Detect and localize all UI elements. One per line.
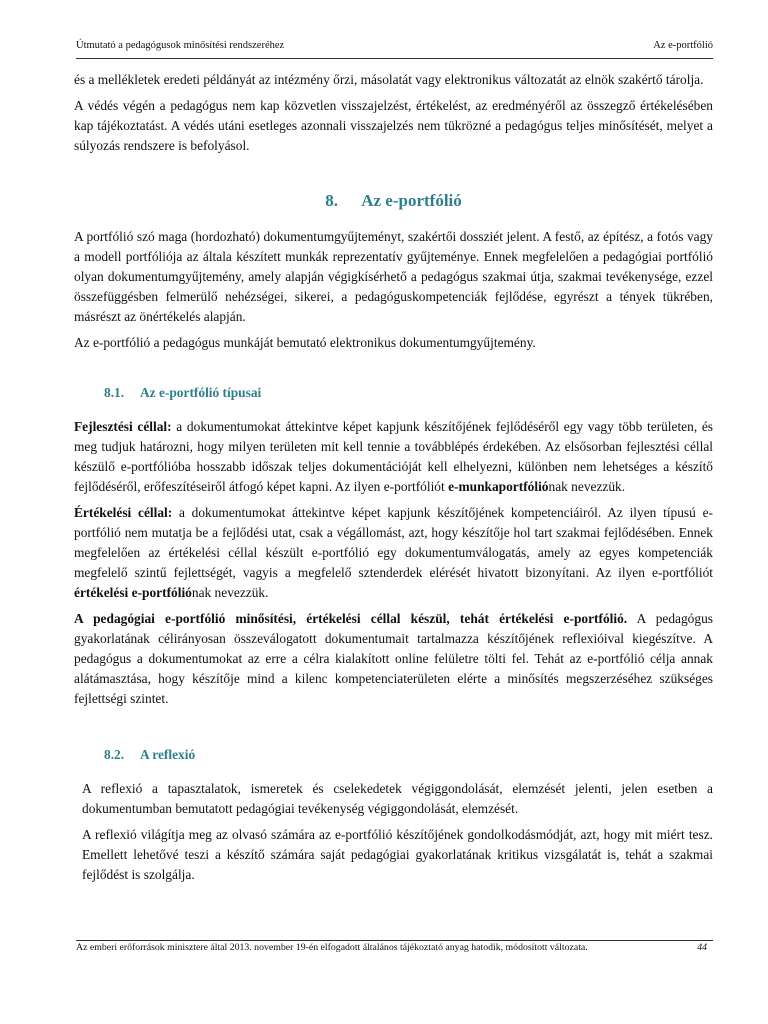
page-content [74, 70, 713, 885]
intro-paragraph-2: A védés végén a pedagógus nem kap közvetlen visszajelzést, értékelést, az eredményéről az összegző értékelésében kap tájékoztatást. A védés utáni esetleges azonnali visszajelzés nem tükrözné a pedagógus teljes minősítését, melyet a súlyozás rendszere is befolyásol. [74, 98, 713, 153]
section-8-2-heading [74, 745, 713, 765]
section-8-paragraph-2: Az e-portfólió a pedagógus munkáját bemutató elektronikus dokumentumgyűjtemény. [74, 335, 536, 350]
section-8-2-number: 8.2. [104, 747, 125, 762]
page-footer [76, 940, 713, 954]
section-8-heading [74, 189, 713, 213]
term-e-munkaportfolio: e-munkaportfólió [448, 479, 549, 494]
header-document-title: Útmutató a pedagógusok minősítési rendszeréhez [76, 40, 285, 51]
section-8-1-heading [74, 383, 713, 403]
section-8-1-title: Az e-portfólió típusai [140, 385, 262, 400]
section-8-1-paragraph-2 [74, 503, 713, 603]
term-ertekelesi: Értékelési céllal: [74, 505, 173, 520]
section-8-2-paragraph-2: A reflexió világítja meg az olvasó számára az e-portfólió készítőjének gondolkodásmódját, azt, hogy mit miért tesz. Emellett lehetővé teszi a készítő számára saját pedagógiai gyakorlatának kritikus vizsgálatát is, tehát a szakmai fejlődést is szolgálja. [82, 827, 713, 882]
section-8-1-p1-end: nak nevezzük. [548, 479, 626, 494]
term-fejlesztesi: Fejlesztési céllal: [74, 419, 172, 434]
intro-paragraph-1: és a mellékletek eredeti példányát az intézmény őrzi, másolatát vagy elektronikus változatát az elnök szakértő tárolja. [74, 72, 704, 87]
section-8-1-p2-text: a dokumentumokat áttekintve képet kapjunk készítőjének kompetenciáiról. Az ilyen típusú e-portfólió nem mutatja be a fejlődési utat, csak a végállomást, azt, hogy készítője hol tart szakmai fejlődésében. Ennek megfelelően az értékelési céllal készült e-portfólió egy dokumentumválogatás, amely az egyes kompetenciák megfelelő szintű fejlettségét, vagyis a megfelelő sztenderdek elérését hivatott bizonyítani. Az ilyen e-portfóliót [74, 505, 713, 580]
section-8-2-title: A reflexió [140, 747, 196, 762]
header-chapter-title: Az e-portfólió [653, 40, 713, 51]
page-number: 44 [697, 942, 707, 953]
section-8-1-number: 8.1. [104, 385, 125, 400]
section-8-1-p2-end: nak nevezzük. [191, 585, 269, 600]
section-8-1-paragraph-3 [74, 609, 713, 709]
section-8-1-paragraph-1 [74, 417, 713, 497]
section-8-1-p3-bold: A pedagógiai e-portfólió minősítési, értékelési céllal készül, tehát értékelési e-portfólió. [74, 611, 628, 626]
term-ertekelesi-e-portfolio: értékelési e-portfólió [74, 585, 192, 600]
section-8-1-p3-text: A pedagógus gyakorlatának célirányosan összeválogatott dokumentumait tartalmazza készítőjének reflexióival kiegészítve. A pedagógus a dokumentumokat az erre a célra kialakított online felületre tölti fel. Tehát az e-portfólió célja annak alátámasztása, hogy készítője mind a kilenc kompetenciaterületen elérte a minősítés megszerzéséhez szükséges fejlettségi szintet. [74, 611, 713, 706]
section-8-title: Az e-portfólió [361, 191, 462, 210]
section-8-paragraph-1: A portfólió szó maga (hordozható) dokumentumgyűjteményt, szakértői dossziét jelent. A festő, az építész, a fotós vagy a modell portfóliója az általa készített munkák reprezentatív gyűjteménye. Ennek megfelelően a pedagógiai portfólió olyan dokumentumgyűjtemény, amely alapján végigkísérhető a pedagógus szakmai útja, szakmai tevékenysége, ezzel összefüggésben felmerülő nehézségei, sikerei, a pedagóguskompetenciák fejlődése, egyrészt a tények tükrében, másrészt az önértékelés alapján. [74, 229, 713, 324]
footer-note: Az emberi erőforrások minisztere által 2013. november 19-én elfogadott általános tájékoztató anyag hatodik, módosított változata. [76, 942, 588, 953]
section-8-number: 8. [325, 191, 338, 210]
section-8-2-paragraph-1: A reflexió a tapasztalatok, ismeretek és cselekedetek végiggondolását, elemzését jelenti, jelen esetben a dokumentumban bemutatott pedagógiai tevékenység végiggondolását, elemzését. [82, 781, 713, 816]
section-8-1-p1-text: a dokumentumokat áttekintve képet kapjunk készítőjének fejlődéséről egy vagy több területen, és meg tudjuk határozni, hogy milyen területen mit kell tennie a továbblépés érdekében. Az elsősorban fejlesztési céllal készülő e-portfólióba hosszabb időszak teljes dokumentációját kell elhelyezni, különben nem lehetséges a készítő fejlődéséről, erőfeszítéseiről átfogó képet kapni. Az ilyen e-portfóliót [74, 419, 713, 494]
page-header [76, 40, 713, 59]
